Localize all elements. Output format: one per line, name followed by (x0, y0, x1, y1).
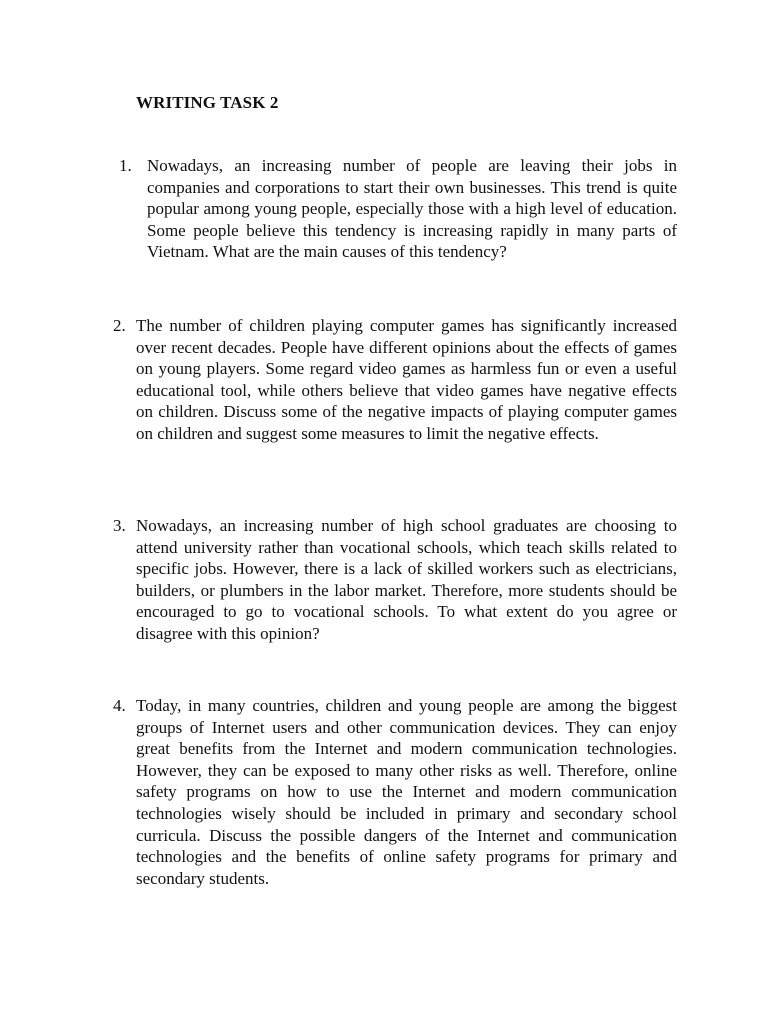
task-number: 4. (113, 696, 126, 715)
task-item-4 (113, 695, 677, 889)
task-text: Nowadays, an increasing number of high school graduates are choosing to attend university rather than vocational schools, which teach skills related to specific jobs. However, there is a lack of skilled workers such as electricians, builders, or plumbers in the labor market. Therefore, more students should be encouraged to go to vocational schools. To what extent do you agree or disagree with this opinion? (136, 516, 677, 643)
task-number: 1. (119, 156, 132, 175)
page-title: WRITING TASK 2 (136, 93, 279, 112)
task-number: 2. (113, 316, 126, 335)
task-text: The number of children playing computer games has significantly increased over recent decades. People have different opinions about the effects of games on young players. Some regard video games as harmless fun or even a useful educational tool, while others believe that video games have negative effects on children. Discuss some of the negative impacts of playing computer games on children and suggest some measures to limit the negative effects. (136, 316, 677, 443)
task-number: 3. (113, 516, 126, 535)
task-item-1 (119, 155, 677, 263)
task-item-3 (113, 515, 677, 645)
task-item-2 (113, 315, 677, 445)
task-text: Nowadays, an increasing number of people are leaving their jobs in companies and corporations to start their own businesses. This trend is quite popular among young people, especially those with a high level of education. Some people believe this tendency is increasing rapidly in many parts of Vietnam. What are the main causes of this tendency? (147, 156, 677, 262)
task-text: Today, in many countries, children and young people are among the biggest groups of Internet users and other communication devices. They can enjoy great benefits from the Internet and modern communication technologies. However, they can be exposed to many other risks as well. Therefore, online safety programs on how to use the Internet and modern communication technologies wisely should be included in primary and secondary school curricula. Discuss the possible dangers of the Internet and communication technologies and the benefits of online safety programs for primary and secondary students. (136, 696, 677, 888)
